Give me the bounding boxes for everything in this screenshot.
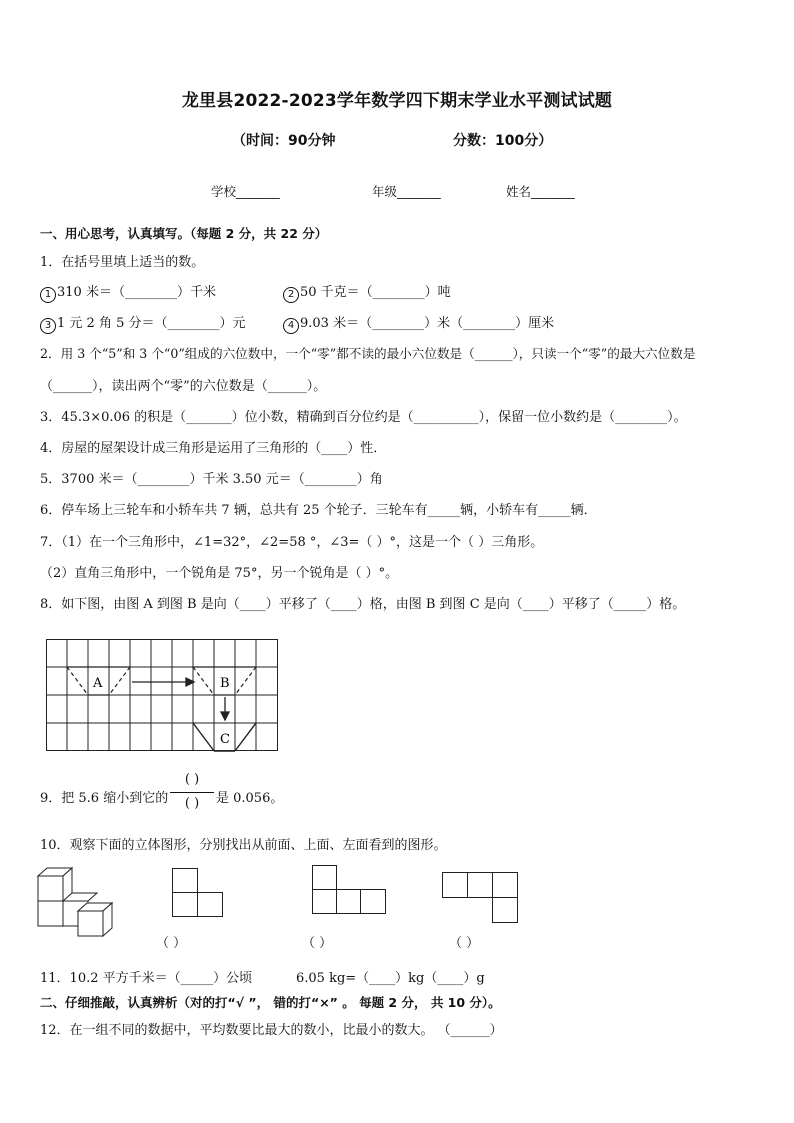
question-10: 10．观察下面的立体图形，分别找出从前面、上面、左面看到的图形。 [40, 838, 447, 853]
grade-field [372, 182, 441, 200]
view-answer-blank-1[interactable]: （ ） [156, 936, 187, 951]
question-11-part-2: 6.05 kg=（____）kg（____）g [296, 971, 485, 986]
question-1a-text: 310 米＝（________）千米 [57, 285, 216, 300]
view-option-2 [312, 865, 388, 915]
page-title: 龙里县2022-2023学年数学四下期末学业水平测试试题 [181, 91, 613, 111]
fraction-numerator: ( ) [184, 772, 200, 787]
circle-number-1: 1 [40, 287, 56, 303]
question-2-line-2: （______），读出两个“零”的六位数是（______）。 [40, 379, 327, 394]
view-answer-blank-2[interactable]: （ ） [302, 936, 333, 951]
section-1-heading: 一、用心思考，认真填写。（每题 2 分，共 22 分） [40, 226, 328, 241]
grid-lines [46, 639, 278, 751]
name-field: 姓名_______ [506, 184, 575, 199]
label-a: A [93, 676, 103, 691]
question-1c [40, 312, 245, 334]
school-field: 学校_______ [211, 184, 280, 199]
exam-score: 分数：100分） [453, 133, 553, 149]
fraction-denominator: ( ) [184, 796, 200, 811]
question-1b [283, 281, 451, 303]
fraction-bar [170, 792, 214, 793]
view-option-1 [172, 868, 224, 918]
grade-prefix: 年 [372, 184, 385, 199]
question-1d [283, 312, 554, 334]
question-8: 8．如下图，由图 A 到图 B 是向（____）平移了（____）格，由图 B 到图 C 是向（____）平移了（_____）格。 [40, 597, 686, 612]
question-5: 5．3700 米＝（________）千米 3.50 元＝（________）角 [40, 472, 383, 487]
question-1: 1．在括号里填上适当的数。 [40, 255, 205, 270]
circle-number-2: 2 [283, 287, 299, 303]
cube-stack-figure [38, 866, 128, 942]
view-option-3 [442, 872, 520, 924]
translation-grid-figure [46, 639, 278, 751]
question-9-prefix: 9．把 5.6 缩小到它的 [40, 791, 169, 806]
question-7-part-2: （2）直角三角形中，一个锐角是 75°，另一个锐角是（ ）°。 [40, 566, 399, 581]
label-c: C [220, 732, 230, 747]
arrow-b-to-c [221, 697, 229, 720]
question-12: 12．在一组不同的数据中，平均数要比最大的数小，比最小的数大。 （______） [40, 1023, 503, 1038]
exam-time: （时间：90分钟 [232, 133, 336, 149]
fraction-blank[interactable] [170, 770, 214, 814]
question-1a [40, 281, 216, 303]
question-4: 4．房屋的屋架设计成三角形是运用了三角形的（____）性． [40, 441, 387, 456]
view-answer-blank-3[interactable]: （ ） [449, 936, 480, 951]
question-11-part-1: 11．10.2 平方千米＝（_____）公顷 [40, 971, 253, 986]
question-2-line-1: 2．用 3 个“5”和 3 个“0”组成的六位数中，一个“零”都不读的最小六位数是（______），只读一个“零”的最大六位数是 [40, 346, 696, 361]
arrow-a-to-b [132, 678, 194, 686]
question-3: 3．45.3×0.06 的积是（_______）位小数，精确到百分位约是（__________），保留一位小数约是（________）。 [40, 410, 687, 425]
circle-number-4: 4 [283, 318, 299, 334]
grade-suffix: 级_______ [384, 184, 441, 199]
section-2-heading: 二、仔细推敲，认真辨析（对的打“√ ”， 错的打“×” 。 每题 2 分， 共 10 分）。 [40, 995, 501, 1010]
question-7-part-1: 7．（1）在一个三角形中，∠1=32°，∠2=58 °，∠3=（ ）°，这是一个（ ）三角形。 [40, 535, 544, 550]
question-6: 6．停车场上三轮车和小轿车共 7 辆，总共有 25 个轮子．三轮车有_____辆，小轿车有_____辆． [40, 503, 597, 518]
label-b: B [220, 676, 230, 691]
question-1d-text: 9.03 米＝（________）米（________）厘米 [300, 316, 555, 331]
question-9-suffix: 是 0.056。 [216, 791, 284, 806]
question-1c-text: 1 元 2 角 5 分＝（________）元 [57, 316, 246, 331]
circle-number-3: 3 [40, 318, 56, 334]
question-1b-text: 50 千克＝（________）吨 [300, 285, 451, 300]
